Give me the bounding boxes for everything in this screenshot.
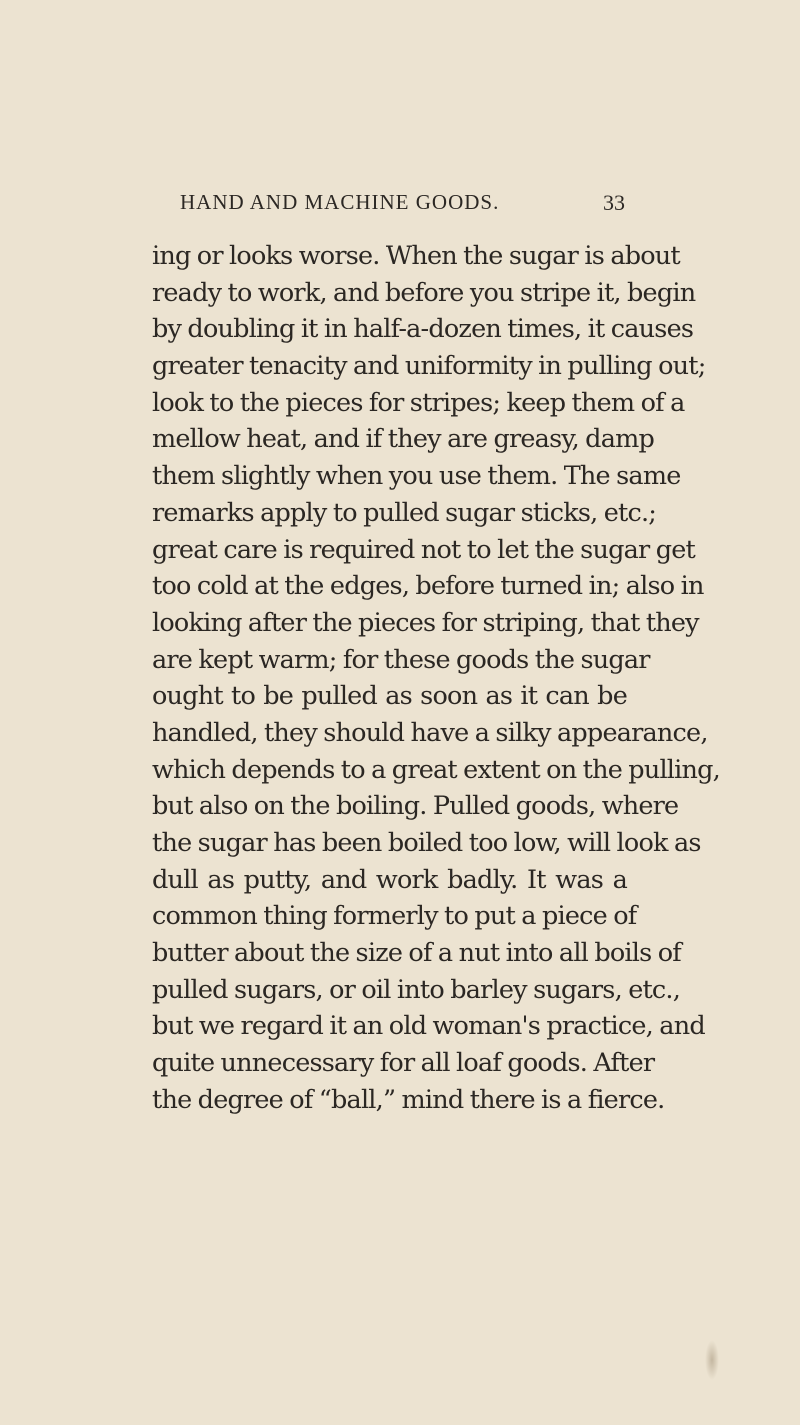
running-head [130, 190, 625, 218]
text-line: ought to be pulled as soon as it can be [152, 681, 627, 712]
text-line: looking after the pieces for striping, that they [152, 607, 699, 638]
paper-smudge [705, 1340, 719, 1380]
text-line: the sugar has been boiled too low, will look as [152, 828, 701, 858]
text-line: ing or looks worse. When the sugar is about [152, 241, 680, 271]
text-line: but we regard it an old woman's practice, and [152, 1011, 705, 1042]
text-line: common thing formerly to put a piece of [152, 901, 637, 932]
text-line: them slightly when you use them. The same [152, 461, 681, 492]
text-line: which depends to a great extent on the pulling, [152, 754, 720, 785]
text-line: butter about the size of a nut into all boils of [152, 938, 681, 969]
text-line: the degree of “ball,” mind there is a fierce. [152, 1084, 665, 1115]
text-line: by doubling it in half-a-dozen times, it causes [152, 314, 694, 345]
text-line: dull as putty, and work badly. It was a [152, 864, 627, 895]
text-line: greater tenacity and uniformity in pulling out; [152, 351, 706, 382]
text-line: are kept warm; for these goods the sugar [152, 644, 650, 675]
text-line: remarks apply to pulled sugar sticks, etc.; [152, 497, 657, 528]
text-line: great care is required not to let the sugar get [152, 534, 695, 565]
text-line: ready to work, and before you stripe it, begin [152, 277, 696, 308]
text-line: handled, they should have a silky appearance, [152, 717, 708, 748]
running-title: HAND AND MACHINE GOODS. [180, 190, 500, 214]
text-line: look to the pieces for stripes; keep them of a [152, 387, 685, 418]
body-text [152, 238, 720, 1119]
text-line: mellow heat, and if they are greasy, damp [152, 424, 655, 455]
text-line: pulled sugars, or oil into barley sugars, etc., [152, 974, 681, 1005]
text-line: quite unnecessary for all loaf goods. After [152, 1048, 655, 1079]
text-line: but also on the boiling. Pulled goods, where [152, 791, 679, 822]
page-number: 33 [603, 190, 625, 215]
text-line: too cold at the edges, before turned in; also in [152, 571, 704, 602]
